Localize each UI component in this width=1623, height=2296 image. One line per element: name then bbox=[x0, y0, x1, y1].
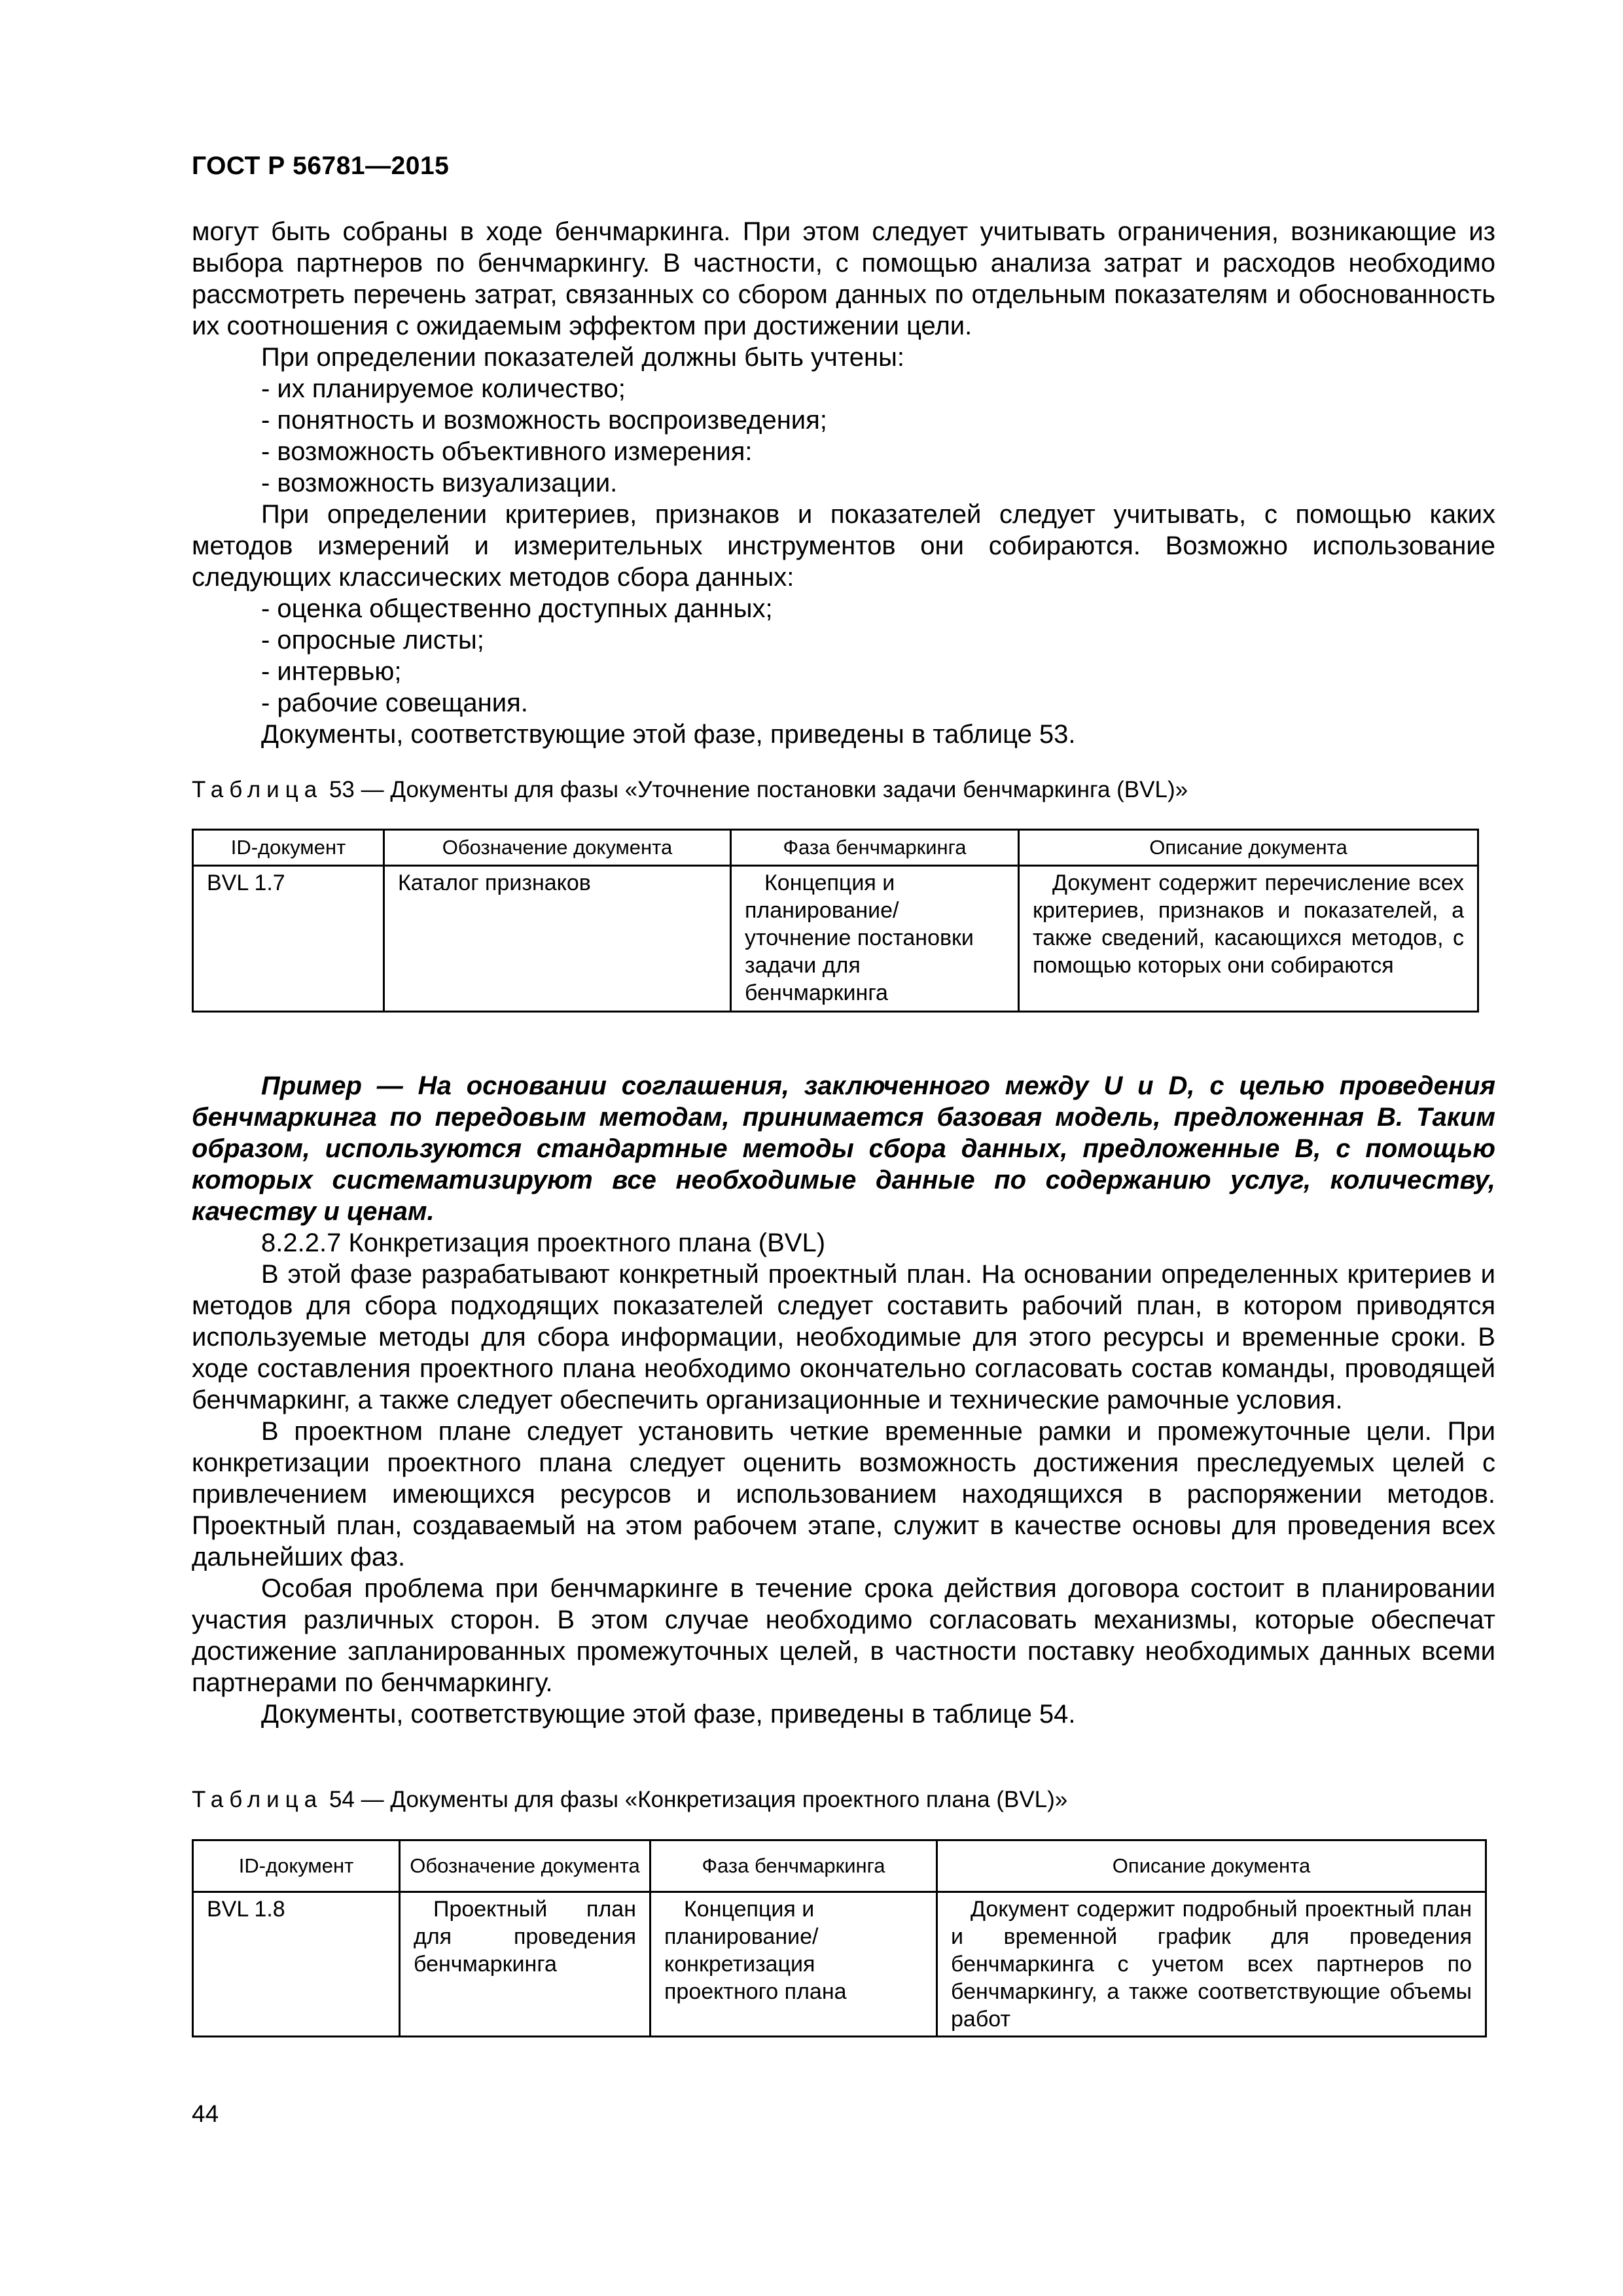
column-header: Описание документа bbox=[937, 1840, 1486, 1892]
table-53 bbox=[192, 829, 1479, 1013]
list-item: - опросные листы; bbox=[261, 626, 484, 655]
table-cell: Концепция и планирование/ конкретизация проектного плана bbox=[651, 1892, 937, 2037]
column-header: Фаза бенчмаркинга bbox=[651, 1840, 937, 1892]
list-item: - интервью; bbox=[261, 657, 402, 686]
table-row bbox=[193, 866, 1478, 1012]
paragraph: Документы, соответствующие этой фазе, приведены в таблице 53. bbox=[261, 720, 1076, 749]
paragraph: В проектном плане следует установить четкие временные рамки и промежуточные цели. При конкретизации проектного плана следует оценить возможность достижения преследуемых целей с привлечением имеющихся ресурсов и использованием находящихся в распоряжении методов. Проектный план, создаваемый на этом рабочем этапе, служит в качестве основы для проведения всех дальнейших фаз. bbox=[192, 1417, 1495, 1571]
table-cell: BVL 1.7 bbox=[193, 866, 384, 1012]
list-item: - возможность объективного измерения: bbox=[261, 437, 753, 466]
standard-header: ГОСТ Р 56781—2015 bbox=[192, 152, 450, 180]
table-54-caption bbox=[192, 1787, 1067, 1813]
list-item: - возможность визуализации. bbox=[261, 469, 618, 497]
caption-label: Таблица bbox=[192, 1787, 323, 1812]
list-item: - оценка общественно доступных данных; bbox=[261, 594, 773, 623]
text-block-bottom bbox=[192, 1070, 1495, 1730]
table-cell: BVL 1.8 bbox=[193, 1892, 400, 2037]
column-header: Обозначение документа bbox=[400, 1840, 651, 1892]
table-row bbox=[193, 1892, 1486, 2037]
section-heading: 8.2.2.7 Конкретизация проектного плана (BVL) bbox=[261, 1229, 826, 1257]
column-header: ID-документ bbox=[193, 830, 384, 866]
table-cell: Проектный план для проведения бенчмаркинга bbox=[400, 1892, 651, 2037]
table-cell: Каталог признаков bbox=[384, 866, 731, 1012]
list-item: - их планируемое количество; bbox=[261, 374, 626, 403]
column-header: ID-документ bbox=[193, 1840, 400, 1892]
column-header: Фаза бенчмаркинга bbox=[731, 830, 1019, 866]
paragraph: Особая проблема при бенчмаркинге в течение срока действия договора состоит в планировании участия различных сторон. В этом случае необходимо согласовать механизмы, которые обеспечат достижение запланированных промежуточных целей, в частности поставку необходимых данных всеми партнерами по бенчмаркингу. bbox=[192, 1574, 1495, 1697]
table-cell: Документ содержит перечисление всех критериев, признаков и показателей, а также сведений, касающихся методов, с помощью которых они собираются bbox=[1019, 866, 1478, 1012]
table-cell: Концепция и планирование/ уточнение постановки задачи для бенчмаркинга bbox=[731, 866, 1019, 1012]
list-item: - понятность и возможность воспроизведения; bbox=[261, 406, 827, 435]
table-cell: Документ содержит подробный проектный план и временной график для проведения бенчмаркинга с учетом всех партнеров по бенчмаркингу, а также соответствующие объемы работ bbox=[937, 1892, 1486, 2037]
text-block-top bbox=[192, 216, 1495, 750]
list-item: - рабочие совещания. bbox=[261, 689, 528, 717]
column-header: Обозначение документа bbox=[384, 830, 731, 866]
example-paragraph: Пример — На основании соглашения, заключенного между U и D, с целью проведения бенчмаркинга по передовым методам, принимается базовая модель, предложенная В. Таким образом, используются стандартные методы сбора данных, предложенные В, с помощью которых систематизируют все необходимые данные по содержанию услуг, количеству, качеству и ценам. bbox=[192, 1071, 1495, 1226]
paragraph: Документы, соответствующие этой фазе, приведены в таблице 54. bbox=[261, 1700, 1076, 1729]
column-header: Описание документа bbox=[1019, 830, 1478, 866]
table-54 bbox=[192, 1839, 1487, 2037]
caption-label: Таблица bbox=[192, 777, 323, 802]
caption-text: 54 — Документы для фазы «Конкретизация проектного плана (BVL)» bbox=[329, 1787, 1068, 1812]
paragraph: В этой фазе разрабатывают конкретный проектный план. На основании определенных критериев и методов для сбора подходящих показателей следует составить рабочий план, в котором приводятся используемые методы для сбора информации, необходимые для этого ресурсы и временные сроки. В ходе составления проектного плана необходимо окончательно согласовать состав команды, проводящей бенчмаркинг, а также следует обеспечить организационные и технические рамочные условия. bbox=[192, 1260, 1495, 1414]
table-header-row bbox=[193, 1840, 1486, 1892]
caption-text: 53 — Документы для фазы «Уточнение постановки задачи бенчмаркинга (BVL)» bbox=[329, 777, 1188, 802]
paragraph: могут быть собраны в ходе бенчмаркинга. При этом следует учитывать ограничения, возникающие из выбора партнеров по бенчмаркингу. В частности, с помощью анализа затрат и расходов необходимо рассмотреть перечень затрат, связанных со сбором данных по отдельным показателям и обоснованность их соотношения с ожидаемым эффектом при достижении цели. bbox=[192, 217, 1495, 340]
table-53-caption bbox=[192, 777, 1188, 803]
page-number: 44 bbox=[192, 2100, 219, 2127]
paragraph: При определении показателей должны быть учтены: bbox=[261, 343, 904, 372]
paragraph: При определении критериев, признаков и показателей следует учитывать, с помощью каких методов измерений и измерительных инструментов они собираются. Возможно использование следующих классических методов сбора данных: bbox=[192, 500, 1495, 592]
table-header-row bbox=[193, 830, 1478, 866]
